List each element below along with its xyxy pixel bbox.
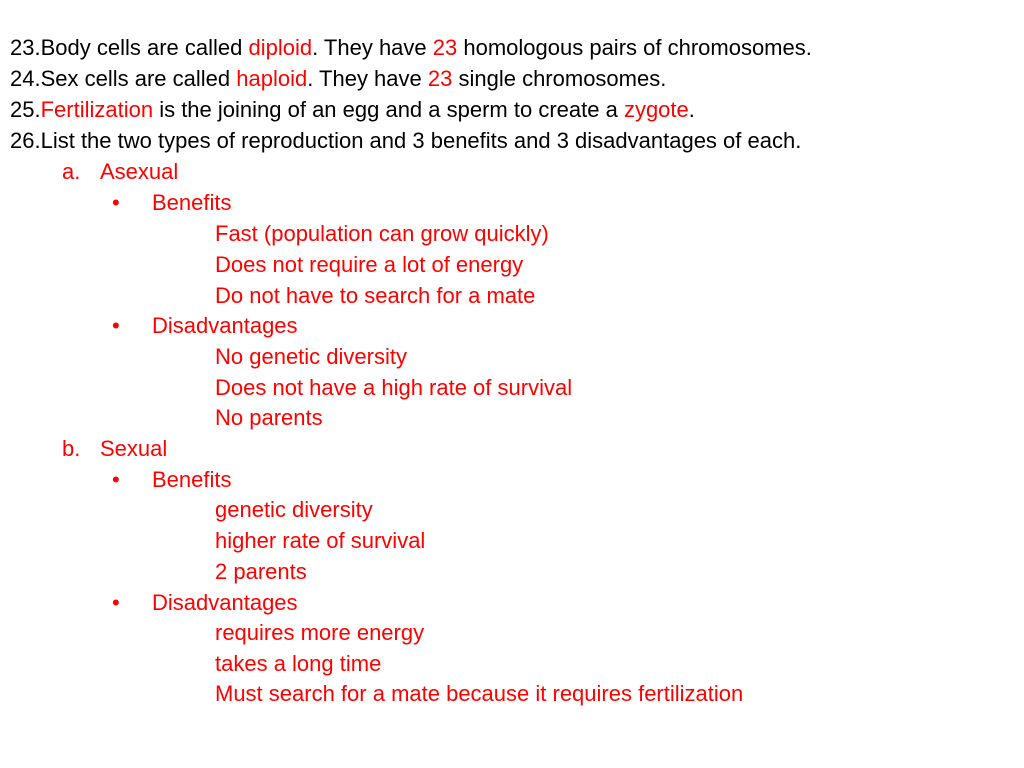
answer-23-pairs: 23 — [432, 35, 458, 60]
answer-zygote: zygote — [623, 97, 689, 122]
question-text: List the two types of reproduction and 3 benefits and 3 disadvantages of each. — [40, 128, 802, 153]
question-text: single chromosomes. — [452, 66, 667, 91]
list-item: Must search for a mate because it requires fertilization — [215, 681, 744, 706]
question-number: 24. — [10, 66, 41, 91]
bullet-icon: • — [112, 313, 120, 338]
question-text: . — [688, 97, 695, 122]
bullet-icon: • — [112, 190, 120, 215]
group-label-disadvantages: Disadvantages — [152, 590, 298, 615]
group-label-benefits: Benefits — [152, 467, 232, 492]
list-item: requires more energy — [215, 620, 425, 645]
section-marker-b: b. — [62, 436, 81, 461]
section-title-asexual: Asexual — [100, 159, 179, 184]
question-text: Body cells are called — [40, 35, 249, 60]
question-text: Sex cells are called — [40, 66, 237, 91]
list-item: genetic diversity — [215, 497, 373, 522]
list-item: Does not require a lot of energy — [215, 252, 524, 277]
list-item: higher rate of survival — [215, 528, 426, 553]
section-title-sexual: Sexual — [100, 436, 168, 461]
list-item: 2 parents — [215, 559, 307, 584]
list-item: Does not have a high rate of survival — [215, 375, 573, 400]
question-text: . They have — [312, 35, 433, 60]
question-text: . They have — [307, 66, 428, 91]
bullet-icon: • — [112, 467, 120, 492]
question-number: 25. — [10, 97, 41, 122]
question-text: homologous pairs of chromosomes. — [457, 35, 812, 60]
question-23 — [10, 35, 812, 65]
list-item: takes a long time — [215, 651, 382, 676]
question-24 — [10, 66, 666, 96]
answer-fertilization: Fertilization — [40, 97, 154, 122]
list-item: Do not have to search for a mate — [215, 283, 536, 308]
question-text: is the joining of an egg and a sperm to create a — [153, 97, 624, 122]
question-26 — [10, 128, 801, 158]
group-label-disadvantages: Disadvantages — [152, 313, 298, 338]
answer-haploid: haploid — [236, 66, 308, 91]
question-number: 23. — [10, 35, 41, 60]
answer-diploid: diploid — [248, 35, 313, 60]
question-25 — [10, 97, 695, 127]
list-item: Fast (population can grow quickly) — [215, 221, 549, 246]
group-label-benefits: Benefits — [152, 190, 232, 215]
list-item: No parents — [215, 405, 323, 430]
list-item: No genetic diversity — [215, 344, 407, 369]
section-marker-a: a. — [62, 159, 81, 184]
answer-23-single: 23 — [427, 66, 453, 91]
question-number: 26. — [10, 128, 41, 153]
bullet-icon: • — [112, 590, 120, 615]
